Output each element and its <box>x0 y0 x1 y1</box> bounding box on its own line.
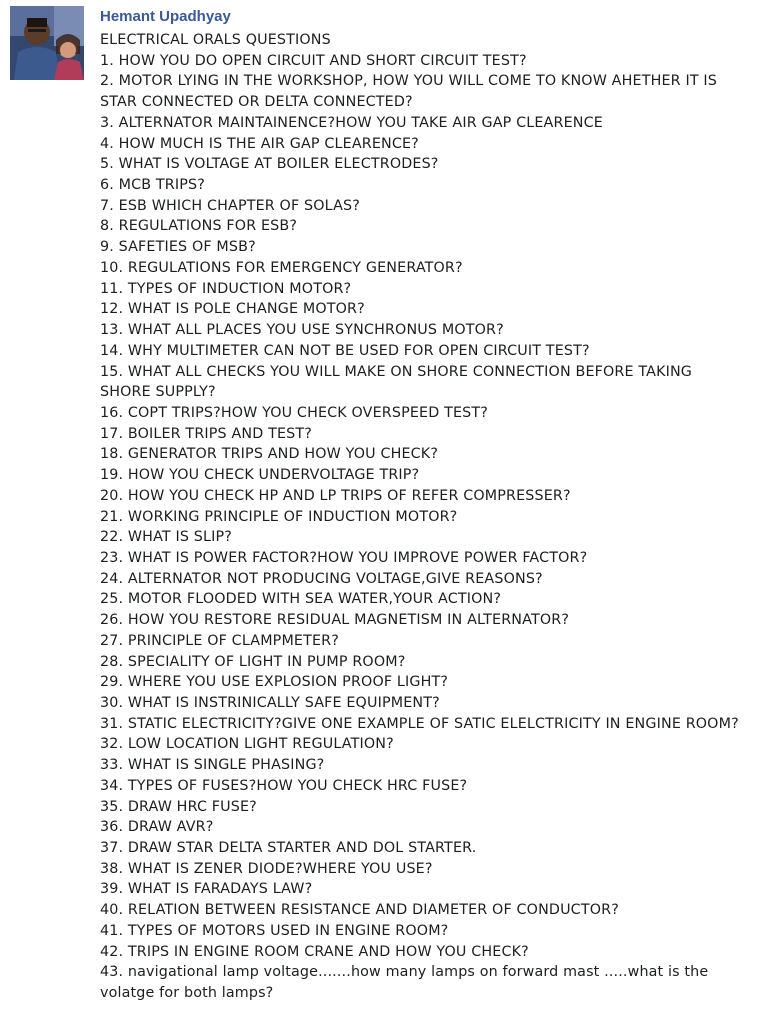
question-line: 4. HOW MUCH IS THE AIR GAP CLEARENCE? <box>100 135 419 152</box>
question-line: 19. HOW YOU CHECK UNDERVOLTAGE TRIP? <box>100 467 420 484</box>
author-name-link[interactable]: Hemant Upadhyay <box>100 8 231 25</box>
question-line: 12. WHAT IS POLE CHANGE MOTOR? <box>100 301 365 318</box>
question-line: 28. SPECIALITY OF LIGHT IN PUMP ROOM? <box>100 653 406 670</box>
question-line: 32. LOW LOCATION LIGHT REGULATION? <box>100 736 394 753</box>
question-line: 41. TYPES OF MOTORS USED IN ENGINE ROOM? <box>100 922 449 939</box>
question-line: 16. COPT TRIPS?HOW YOU CHECK OVERSPEED TEST? <box>100 404 488 421</box>
question-line: 40. RELATION BETWEEN RESISTANCE AND DIAMETER OF CONDUCTOR? <box>100 902 619 919</box>
question-line: 23. WHAT IS POWER FACTOR?HOW YOU IMPROVE POWER FACTOR? <box>100 549 588 566</box>
profile-photo-icon <box>10 6 84 80</box>
question-line: 33. WHAT IS SINGLE PHASING? <box>100 757 325 774</box>
question-line: 37. DRAW STAR DELTA STARTER AND DOL STARTER. <box>100 840 477 857</box>
question-line: 21. WORKING PRINCIPLE OF INDUCTION MOTOR? <box>100 508 458 525</box>
question-line: 7. ESB WHICH CHAPTER OF SOLAS? <box>100 197 360 214</box>
question-line: 26. HOW YOU RESTORE RESIDUAL MAGNETISM IN ALTERNATOR? <box>100 612 570 629</box>
question-line: 3. ALTERNATOR MAINTAINENCE?HOW YOU TAKE AIR GAP CLEARENCE <box>100 114 603 131</box>
question-line: 6. MCB TRIPS? <box>100 177 205 194</box>
question-line: 1. HOW YOU DO OPEN CIRCUIT AND SHORT CIRCUIT TEST? <box>100 52 527 69</box>
question-line: 34. TYPES OF FUSES?HOW YOU CHECK HRC FUSE? <box>100 777 468 794</box>
question-line: 2. MOTOR LYING IN THE WORKSHOP, HOW YOU WILL COME TO KNOW AHETHER IT IS STAR CONNECTED OR DELTA CONNECTED? <box>100 73 717 111</box>
question-line: 14. WHY MULTIMETER CAN NOT BE USED FOR OPEN CIRCUIT TEST? <box>100 342 590 359</box>
post-body-text <box>100 30 740 1004</box>
question-line: 39. WHAT IS FARADAYS LAW? <box>100 881 313 898</box>
question-line: 9. SAFETIES OF MSB? <box>100 239 256 256</box>
question-line: 18. GENERATOR TRIPS AND HOW YOU CHECK? <box>100 446 439 463</box>
question-line: 10. REGULATIONS FOR EMERGENCY GENERATOR? <box>100 259 463 276</box>
question-line: 8. REGULATIONS FOR ESB? <box>100 218 298 235</box>
question-line: 22. WHAT IS SLIP? <box>100 529 232 546</box>
question-line: 25. MOTOR FLOODED WITH SEA WATER,YOUR ACTION? <box>100 591 502 608</box>
question-line: 15. WHAT ALL CHECKS YOU WILL MAKE ON SHORE CONNECTION BEFORE TAKING SHORE SUPPLY? <box>100 363 693 401</box>
post-content <box>100 6 740 1004</box>
avatar[interactable] <box>10 6 84 80</box>
question-line: 24. ALTERNATOR NOT PRODUCING VOLTAGE,GIVE REASONS? <box>100 570 543 587</box>
question-line: 36. DRAW AVR? <box>100 819 214 836</box>
question-line: 13. WHAT ALL PLACES YOU USE SYNCHRONUS MOTOR? <box>100 322 504 339</box>
question-line: 20. HOW YOU CHECK HP AND LP TRIPS OF REFER COMPRESSER? <box>100 487 571 504</box>
question-line: 30. WHAT IS INSTRINICALLY SAFE EQUIPMENT? <box>100 695 440 711</box>
question-line: 17. BOILER TRIPS AND TEST? <box>100 425 313 442</box>
question-line: 11. TYPES OF INDUCTION MOTOR? <box>100 280 352 297</box>
question-line: 31. STATIC ELECTRICITY?GIVE ONE EXAMPLE OF SATIC ELELCTRICITY IN ENGINE ROOM? <box>100 715 739 732</box>
question-line: 27. PRINCIPLE OF CLAMPMETER? <box>100 632 340 649</box>
question-line: 42. TRIPS IN ENGINE ROOM CRANE AND HOW YOU CHECK? <box>100 943 529 960</box>
question-line: 43. navigational lamp voltage.......how many lamps on forward mast .....what is the volatge for both lamps? <box>100 964 709 1002</box>
question-line: 5. WHAT IS VOLTAGE AT BOILER ELECTRODES? <box>100 156 439 173</box>
question-line: 29. WHERE YOU USE EXPLOSION PROOF LIGHT? <box>100 674 449 691</box>
question-line: 38. WHAT IS ZENER DIODE?WHERE YOU USE? <box>100 860 433 877</box>
post-heading-line: ELECTRICAL ORALS QUESTIONS <box>100 32 331 48</box>
question-line: 35. DRAW HRC FUSE? <box>100 798 257 815</box>
